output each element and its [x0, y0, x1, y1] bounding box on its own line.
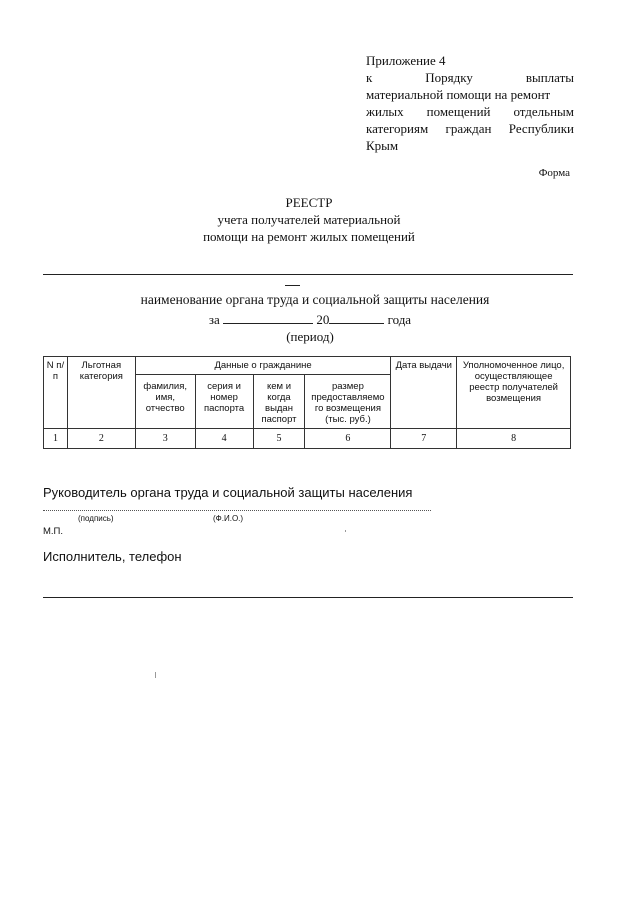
title-line-3: помощи на ремонт жилых помещений — [203, 229, 415, 244]
subheader-issued-by: кем и когда выдан паспорт — [253, 375, 305, 429]
scan-speck — [155, 672, 156, 678]
title-line-2: учета получателей материальной — [217, 212, 401, 227]
executor-label: Исполнитель, телефон — [43, 549, 182, 564]
appendix-word: жилых — [366, 104, 404, 119]
header-date: Дата выдачи — [391, 357, 457, 429]
stamp-place-label: М.П. — [43, 526, 64, 537]
subheader-passport: серия и номер паспорта — [195, 375, 253, 429]
scan-speck — [345, 530, 346, 532]
column-number: 3 — [135, 429, 195, 449]
header-citizen-data: Данные о гражданине — [135, 357, 391, 375]
appendix-word: категориям — [366, 121, 429, 136]
period-note: (период) — [286, 329, 334, 344]
period-blank-field[interactable] — [223, 311, 313, 324]
column-number: 2 — [67, 429, 135, 449]
appendix-word: помещений — [426, 104, 491, 119]
column-number: 6 — [305, 429, 391, 449]
year-blank-field[interactable] — [329, 311, 384, 324]
appendix-line-5 — [366, 120, 574, 137]
period-line — [180, 311, 440, 328]
appendix-line-1: Приложение 4 — [366, 53, 446, 68]
appendix-word: Республики — [508, 121, 574, 136]
period-year-prefix: 20 — [316, 312, 330, 327]
appendix-word: к — [366, 70, 373, 85]
column-number: 7 — [391, 429, 457, 449]
fio-caption: (Ф.И.О.) — [213, 514, 244, 523]
head-of-organ-label: Руководитель органа труда и социальной защиты населения — [43, 485, 413, 500]
period-prefix: за — [208, 312, 220, 327]
column-number: 1 — [44, 429, 68, 449]
signature-caption: (подпись) — [78, 514, 114, 523]
signature-line[interactable] — [43, 510, 431, 511]
executor-line[interactable] — [43, 597, 573, 598]
subheader-amount: размер предоставляемо го возмещения (тыс. руб.) — [305, 375, 391, 429]
header-num: N п/п — [44, 357, 68, 429]
org-dash-mark — [285, 285, 300, 286]
appendix-word: граждан — [445, 121, 492, 136]
appendix-word: выплаты — [525, 70, 574, 85]
appendix-line-6: Крым — [366, 138, 399, 153]
period-suffix: года — [387, 312, 412, 327]
appendix-word: отдельным — [513, 104, 574, 119]
appendix-line-4 — [366, 103, 574, 120]
appendix-word: Порядку — [425, 70, 473, 85]
registry-table — [43, 356, 571, 449]
document-title — [150, 194, 468, 245]
form-label: Форма — [538, 167, 570, 179]
subheader-fio: фамилия, имя, отчество — [135, 375, 195, 429]
column-number: 8 — [457, 429, 571, 449]
org-caption: наименование органа труда и социальной защиты населения — [140, 292, 490, 307]
column-number: 5 — [253, 429, 305, 449]
appendix-line-2 — [366, 69, 574, 86]
title-line-1: РЕЕСТР — [285, 195, 333, 210]
org-name-line — [43, 274, 573, 275]
header-authorized: Уполномоченное лицо, осуществляющее реестр получателей возмещения — [457, 357, 571, 429]
column-number: 4 — [195, 429, 253, 449]
appendix-line-3: материальной помощи на ремонт — [366, 87, 551, 102]
appendix-block — [366, 52, 574, 154]
header-category: Льготная категория — [67, 357, 135, 429]
